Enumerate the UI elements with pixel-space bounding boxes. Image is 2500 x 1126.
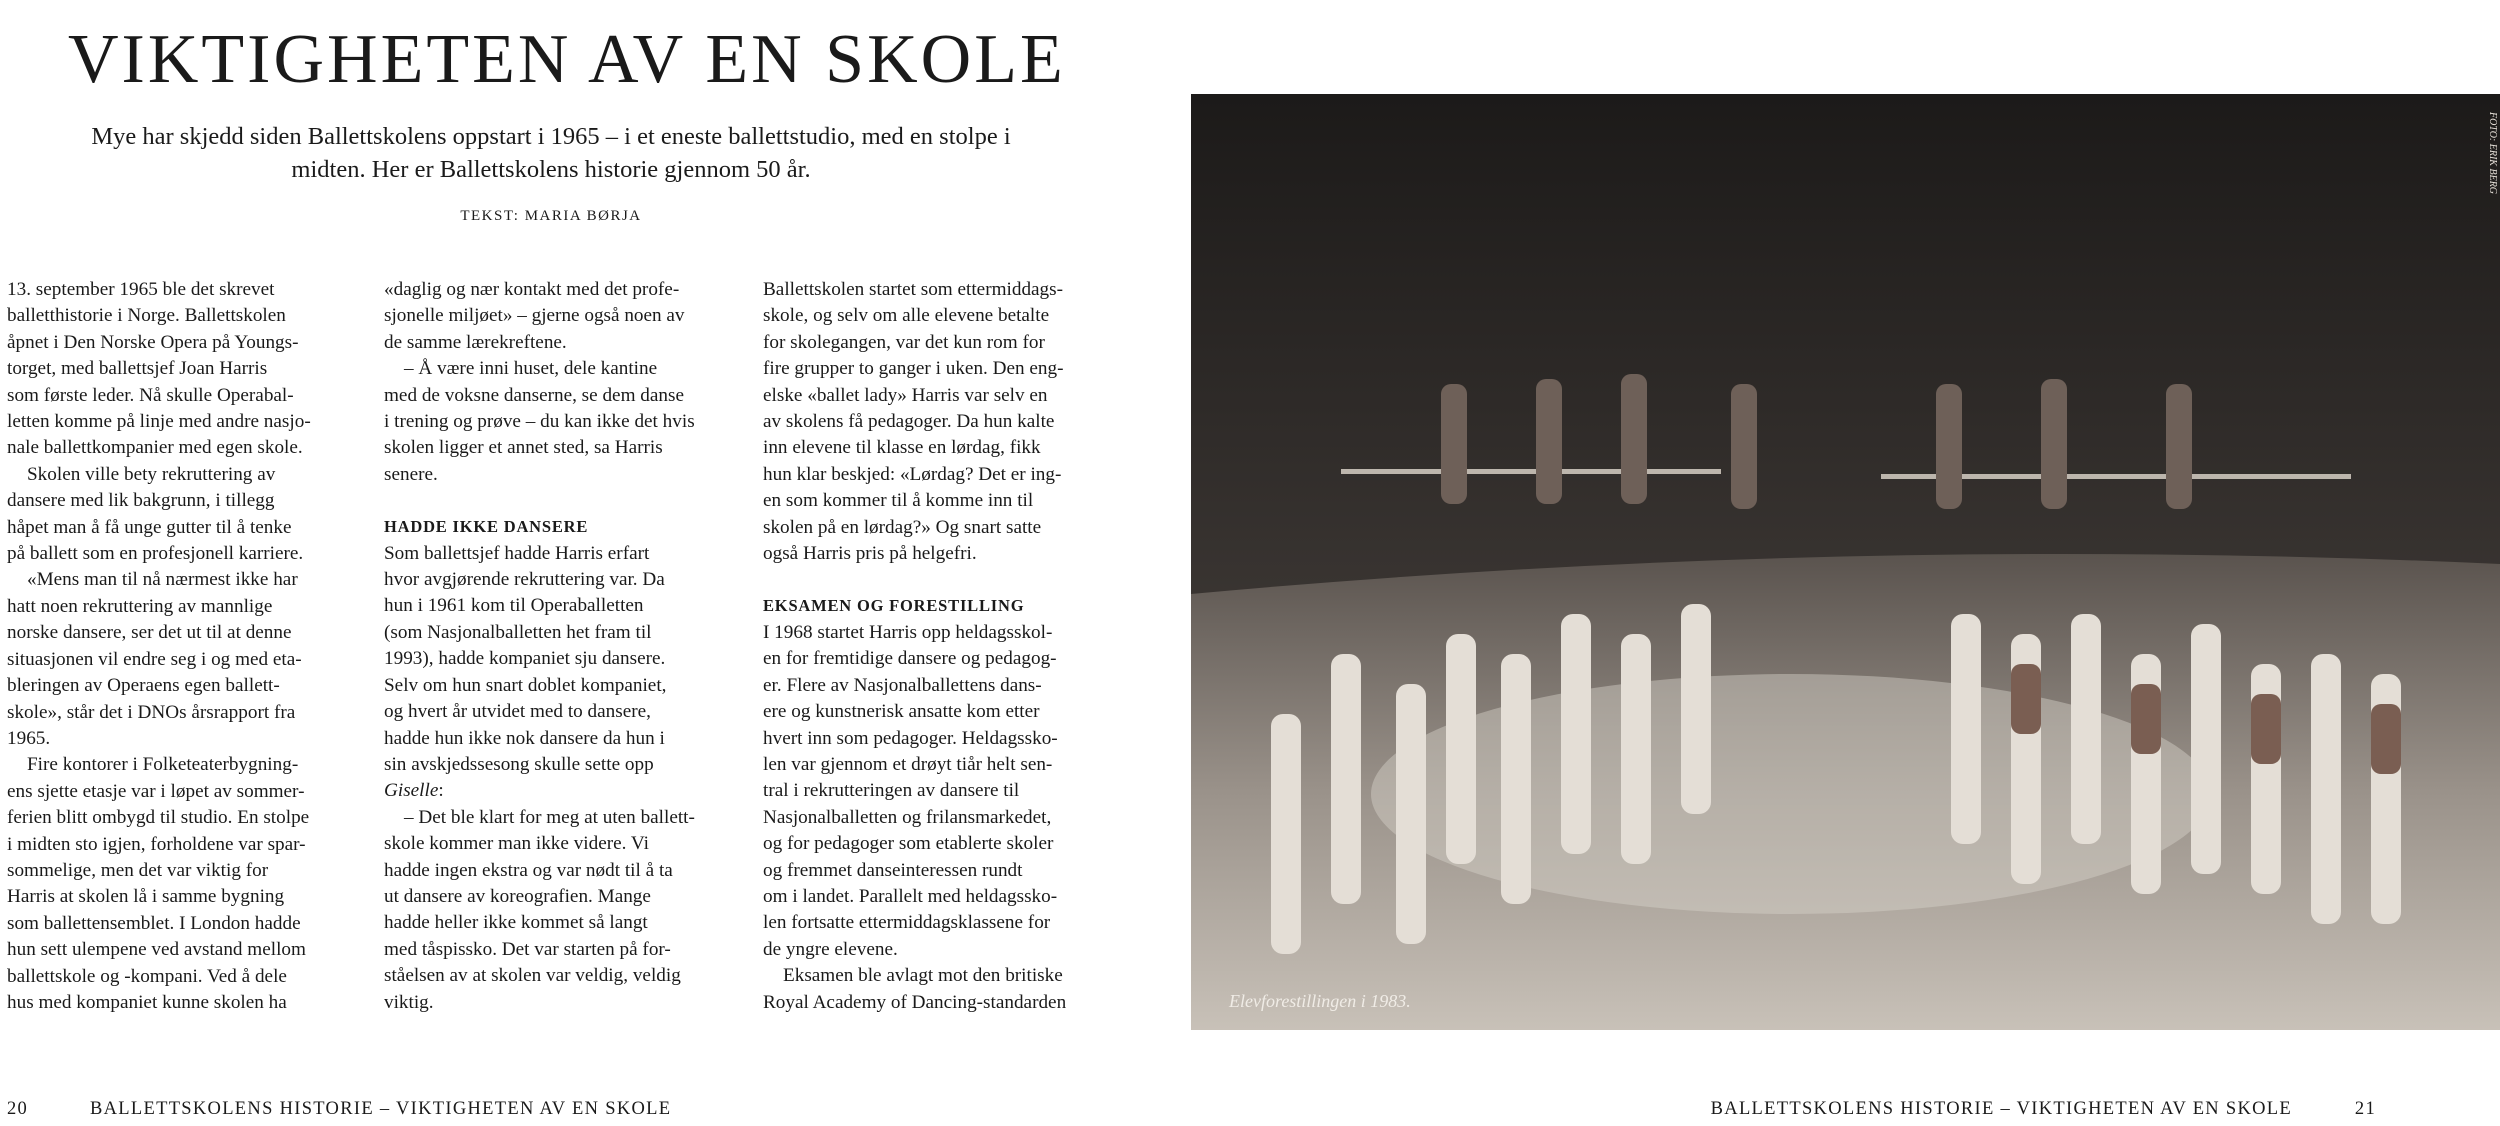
text-line: Som ballettsjef hadde Harris erfart bbox=[384, 542, 650, 564]
text-line: (som Nasjonalballetten het fram til bbox=[384, 621, 652, 643]
col3-body-a bbox=[763, 277, 1108, 567]
text-line: len var gjennom et drøyt tiår helt sen- bbox=[763, 753, 1053, 775]
text-line: ut dansere av koreografien. Mange bbox=[384, 885, 651, 907]
photo-credit: FOTO: ERIK BERG bbox=[2487, 112, 2498, 195]
text-line: de yngre elevene. bbox=[763, 938, 898, 960]
text-line: ståelsen av at skolen var veldig, veldig bbox=[384, 965, 681, 987]
text-line: åpnet i Den Norske Opera på Youngs- bbox=[7, 331, 299, 353]
text-line: Fire kontorer i Folketeaterbygning- bbox=[27, 754, 299, 776]
text-line: 1965. bbox=[7, 727, 51, 749]
text-line: en for fremtidige dansere og pedagog- bbox=[763, 648, 1057, 670]
text-line: torget, med ballettsjef Joan Harris bbox=[7, 358, 268, 380]
byline: TEKST: MARIA BØRJA bbox=[460, 208, 642, 224]
text-line: skole kommer man ikke videre. Vi bbox=[384, 833, 649, 855]
photo-caption: Elevforestillingen i 1983. bbox=[1229, 991, 1411, 1011]
col1-body bbox=[7, 277, 352, 1016]
text-line: skolen på en lørdag?» Og snart satte bbox=[763, 516, 1042, 538]
text-line: ens sjette etasje var i løpet av sommer- bbox=[7, 780, 305, 802]
text-line: hvor avgjørende rekruttering var. Da bbox=[384, 569, 665, 591]
text-line: len fortsatte ettermiddagsklassene for bbox=[763, 912, 1051, 934]
text-line: om i landet. Parallelt med heldagssko- bbox=[763, 885, 1058, 907]
running-title-right: BALLETTSKOLENS HISTORIE – VIKTIGHETEN AV EN SKOLE bbox=[1710, 1099, 2292, 1119]
text-line: Harris at skolen lå i samme bygning bbox=[7, 886, 285, 908]
text-line: Eksamen ble avlagt mot den britiske bbox=[783, 965, 1063, 987]
text-line: Ballettskolen startet som ettermiddags- bbox=[763, 279, 1064, 300]
page-number-left: 20 bbox=[7, 1099, 29, 1119]
text-line: håpet man å få unge gutter til å tenke bbox=[7, 516, 292, 538]
text-line: «daglig og nær kontakt med det profe- bbox=[384, 279, 680, 300]
text-line: 1993), hadde kompaniet sju dansere. bbox=[384, 648, 666, 670]
text-line: I 1968 startet Harris opp heldagsskol- bbox=[763, 621, 1053, 643]
page-number-right: 21 bbox=[2354, 1099, 2376, 1119]
col3-body-b bbox=[763, 620, 1108, 1016]
text-line: tral i rekrutteringen av dansere til bbox=[763, 780, 1020, 802]
text-line: ferien blitt ombygd til studio. En stolpe bbox=[7, 807, 310, 829]
text-line: på ballett som en profesjonell karriere. bbox=[7, 543, 304, 565]
barre-left bbox=[1341, 469, 1721, 474]
text-line: – Å være inni huset, dele kantine bbox=[404, 358, 658, 380]
ballet-photo-illustration bbox=[1191, 94, 2500, 1030]
text-line: de samme lærekreftene. bbox=[384, 331, 567, 353]
text-line: nale ballettkompanier med egen skole. bbox=[7, 437, 303, 459]
text-line: og hvert år utvidet med to dansere, bbox=[384, 701, 651, 723]
text-line: sin avskjedssesong skulle sette opp bbox=[384, 753, 654, 775]
text-line: med de voksne danserne, se dem danse bbox=[384, 384, 684, 406]
text-line: og for pedagoger som etablerte skoler bbox=[763, 833, 1054, 855]
col2-body-b bbox=[384, 541, 729, 779]
text-line: fire grupper to ganger i uken. Den eng- bbox=[763, 358, 1064, 380]
article-title: VIKTIGHETEN AV EN SKOLE bbox=[68, 21, 1066, 98]
text-line: norske dansere, ser det ut til at denne bbox=[7, 622, 292, 644]
text-line: – Det ble klart for meg at uten ballett- bbox=[404, 806, 695, 828]
text-line: hadde ingen ekstra og var nødt til å ta bbox=[384, 859, 673, 881]
text-line: inn elevene til klasse en lørdag, fikk bbox=[763, 437, 1041, 459]
text-line: senere. bbox=[384, 463, 438, 485]
text-line: dansere med lik bakgrunn, i tillegg bbox=[7, 490, 275, 512]
text-line: letten komme på linje med andre nasjo- bbox=[7, 411, 311, 433]
text-line: Skolen ville bety rekruttering av bbox=[27, 463, 276, 485]
text-line: hvert inn som pedagoger. Heldagssko- bbox=[763, 727, 1058, 749]
text-line: elske «ballet lady» Harris var selv en bbox=[763, 384, 1048, 406]
text-column-2 bbox=[384, 277, 729, 1016]
text-line: Selv om hun snart doblet kompaniet, bbox=[384, 674, 667, 696]
text-line: for skolegangen, var det kun rom for bbox=[763, 331, 1045, 353]
text-line: 13. september 1965 ble det skrevet bbox=[7, 279, 275, 300]
text-line: hatt noen rekruttering av mannlige bbox=[7, 595, 273, 617]
text-line: og fremmet danseinteressen rundt bbox=[763, 859, 1023, 881]
col2-giselle-line: Giselle: bbox=[384, 780, 444, 802]
text-line: hun klar beskjed: «Lørdag? Det er ing- bbox=[763, 463, 1062, 485]
text-line: som første leder. Nå skulle Operabal- bbox=[7, 384, 294, 406]
text-line: av skolens få pedagoger. Da hun kalte bbox=[763, 411, 1055, 433]
text-line: skole, og selv om alle elevene betalte bbox=[763, 305, 1050, 327]
text-line: bleringen av Operaens egen ballett- bbox=[7, 675, 280, 697]
ballet-photo bbox=[1191, 94, 2500, 1030]
running-title-left: BALLETTSKOLENS HISTORIE – VIKTIGHETEN AV EN SKOLE bbox=[90, 1099, 672, 1119]
text-line: i trening og prøve – du kan ikke det hvis bbox=[384, 411, 695, 433]
text-line: også Harris pris på helgefri. bbox=[763, 543, 977, 565]
text-line: ballettskole og -kompani. Ved å dele bbox=[7, 965, 287, 987]
col2-body-c bbox=[384, 805, 729, 1016]
giselle-title: Giselle bbox=[384, 780, 439, 802]
text-line: sjonelle miljøet» – gjerne også noen av bbox=[384, 305, 685, 327]
text-line: hus med kompaniet kunne skolen ha bbox=[7, 991, 287, 1013]
section-heading-hadde-ikke-dansere: HADDE IKKE DANSERE bbox=[384, 517, 589, 537]
text-line: hadde hun ikke nok dansere da hun i bbox=[384, 727, 665, 749]
text-line: viktig. bbox=[384, 991, 434, 1013]
text-line: Royal Academy of Dancing-standarden bbox=[763, 991, 1067, 1013]
text-line: i midten sto igjen, forholdene var spar- bbox=[7, 833, 306, 855]
article-lead: Mye har skjedd siden Ballettskolens oppstart i 1965 – i et eneste ballettstudio, med en stolpe i midten. Her er Ballettskolens historie gjennom 50 år. bbox=[91, 123, 1011, 183]
text-line: skolen ligger et annet sted, sa Harris bbox=[384, 437, 663, 459]
section-heading-eksamen: EKSAMEN OG FORESTILLING bbox=[763, 596, 1025, 616]
text-column-1 bbox=[7, 277, 352, 1016]
text-line: hun i 1961 kom til Operaballetten bbox=[384, 595, 644, 617]
text-line: som ballettensemblet. I London hadde bbox=[7, 912, 301, 934]
text-line: hadde heller ikke kommet så langt bbox=[384, 912, 648, 934]
text-line: «Mens man til nå nærmest ikke har bbox=[27, 569, 298, 591]
text-line: med tåspissko. Det var starten på for- bbox=[384, 938, 671, 960]
text-line: skole», står det i DNOs årsrapport fra bbox=[7, 701, 296, 723]
text-line: ere og kunstnerisk ansatte kom etter bbox=[763, 701, 1040, 723]
text-line: hun sett ulempene ved avstand mellom bbox=[7, 939, 306, 961]
text-line: Nasjonalballetten og frilansmarkedet, bbox=[763, 806, 1052, 828]
col2-body-a bbox=[384, 277, 729, 488]
text-column-3 bbox=[763, 277, 1108, 1016]
text-line: situasjonen vil endre seg i og med eta- bbox=[7, 648, 302, 670]
text-line: sommelige, men det var viktig for bbox=[7, 859, 269, 881]
text-line: balletthistorie i Norge. Ballettskolen bbox=[7, 305, 286, 327]
text-line: en som kommer til å komme inn til bbox=[763, 490, 1034, 512]
text-line: er. Flere av Nasjonalballettens dans- bbox=[763, 674, 1042, 696]
